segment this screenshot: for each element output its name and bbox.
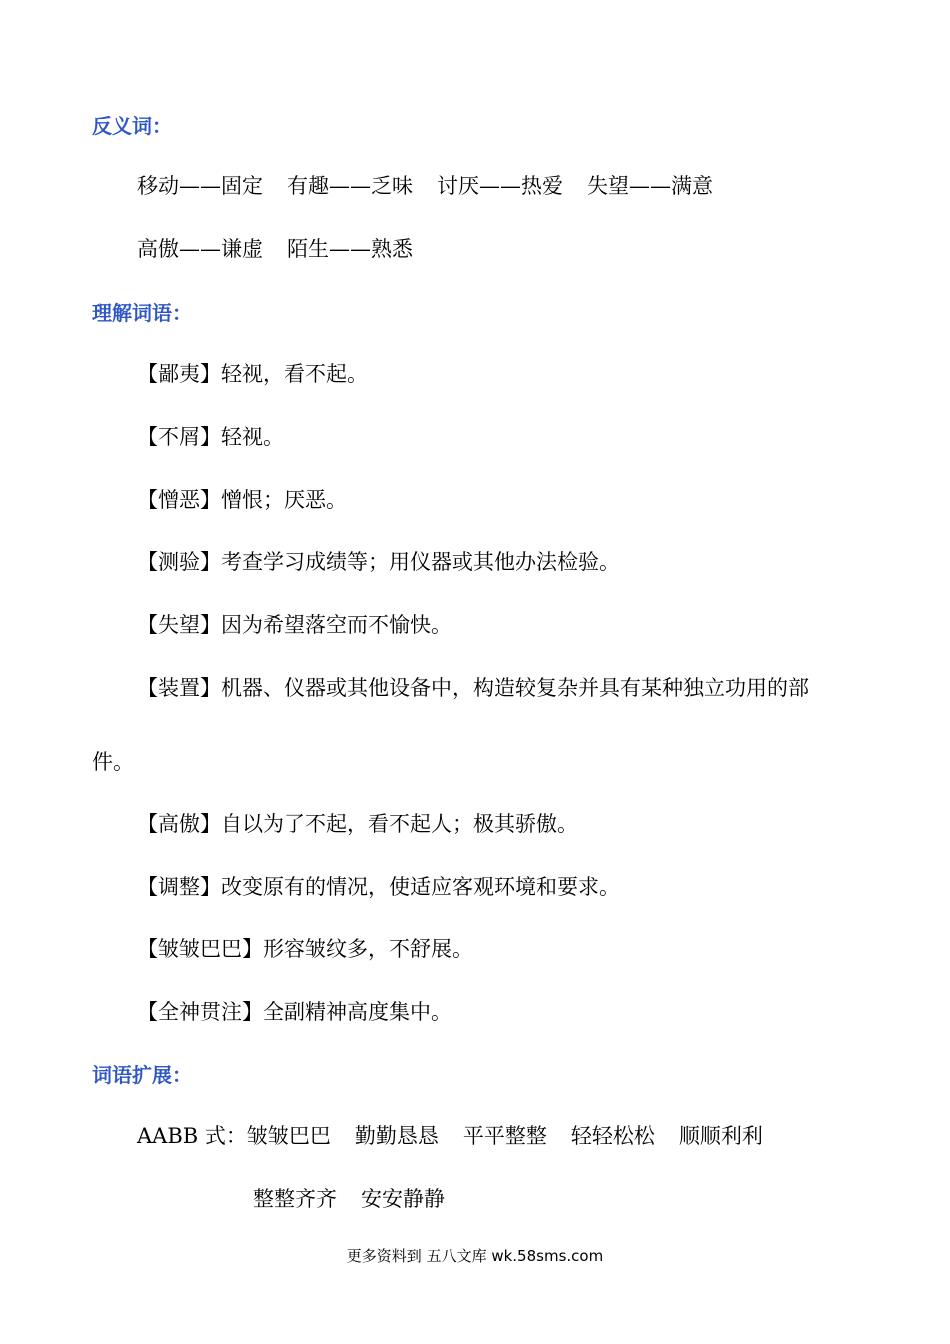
vocab-definition: 自以为了不起，看不起人；极其骄傲。	[221, 812, 578, 836]
vocab-definition: 憎恨；厌恶。	[221, 488, 347, 512]
vocab-definition: 轻视，看不起。	[221, 362, 368, 386]
vocab-definition: 轻视。	[221, 425, 284, 449]
antonym-pair: 有趣——乏味	[287, 174, 413, 198]
vocab-entry	[137, 933, 473, 963]
vocab-entry	[137, 808, 578, 838]
vocab-definition-continued: 件。	[92, 750, 134, 774]
vocab-term: 【高傲】	[137, 812, 221, 836]
expansion-heading: 词语扩展：	[92, 1063, 192, 1087]
vocab-term: 【全神贯注】	[137, 1000, 263, 1024]
vocab-entry	[137, 609, 452, 639]
vocab-definition: 因为希望落空而不愉快。	[221, 613, 452, 637]
expansion-label: AABB 式：	[137, 1124, 247, 1148]
vocab-term: 【皱皱巴巴】	[137, 937, 263, 961]
vocab-entry	[137, 996, 452, 1026]
vocab-heading: 理解词语：	[92, 301, 192, 325]
antonym-pair: 失望——满意	[587, 174, 713, 198]
vocab-term: 【测验】	[137, 550, 221, 574]
vocab-definition: 全副精神高度集中。	[263, 1000, 452, 1024]
antonym-pair: 移动——固定	[137, 174, 263, 198]
expansion-word: 整整齐齐	[253, 1187, 337, 1211]
vocab-definition: 形容皱纹多，不舒展。	[263, 937, 473, 961]
expansion-row-2	[253, 1183, 445, 1213]
antonym-pair: 讨厌——热爱	[437, 174, 563, 198]
expansion-word: 顺顺利利	[678, 1124, 763, 1148]
vocab-definition: 改变原有的情况，使适应客观环境和要求。	[221, 875, 620, 899]
vocab-term: 【不屑】	[137, 425, 221, 449]
expansion-word: 皱皱巴巴	[246, 1124, 331, 1148]
antonym-pair: 高傲——谦虚	[137, 237, 263, 261]
vocab-entry	[137, 871, 620, 901]
antonyms-row-1	[137, 170, 713, 200]
vocab-term: 【装置】	[137, 676, 221, 700]
expansion-word: 轻轻松松	[570, 1124, 655, 1148]
expansion-word: 安安静静	[361, 1187, 445, 1211]
vocab-term: 【失望】	[137, 613, 221, 637]
vocab-definition: 机器、仪器或其他设备中，构造较复杂并具有某种独立功用的部	[221, 676, 809, 700]
vocab-term: 【调整】	[137, 875, 221, 899]
vocab-term: 【憎恶】	[137, 488, 221, 512]
vocab-entry	[137, 484, 347, 514]
vocab-entry	[137, 421, 284, 451]
antonym-pair: 陌生——熟悉	[287, 237, 413, 261]
vocab-definition: 考查学习成绩等；用仪器或其他办法检验。	[221, 550, 620, 574]
expansion-row-1	[137, 1120, 763, 1150]
antonyms-heading: 反义词：	[92, 114, 172, 138]
expansion-word: 勤勤恳恳	[354, 1124, 439, 1148]
expansion-word: 平平整整	[462, 1124, 547, 1148]
vocab-term: 【鄙夷】	[137, 362, 221, 386]
antonyms-row-2	[137, 233, 413, 263]
vocab-entry	[137, 358, 368, 388]
vocab-entry	[137, 672, 809, 702]
vocab-entry	[137, 546, 620, 576]
footer-text: 更多资料到 五八文库 wk.58sms.com	[346, 1247, 604, 1265]
